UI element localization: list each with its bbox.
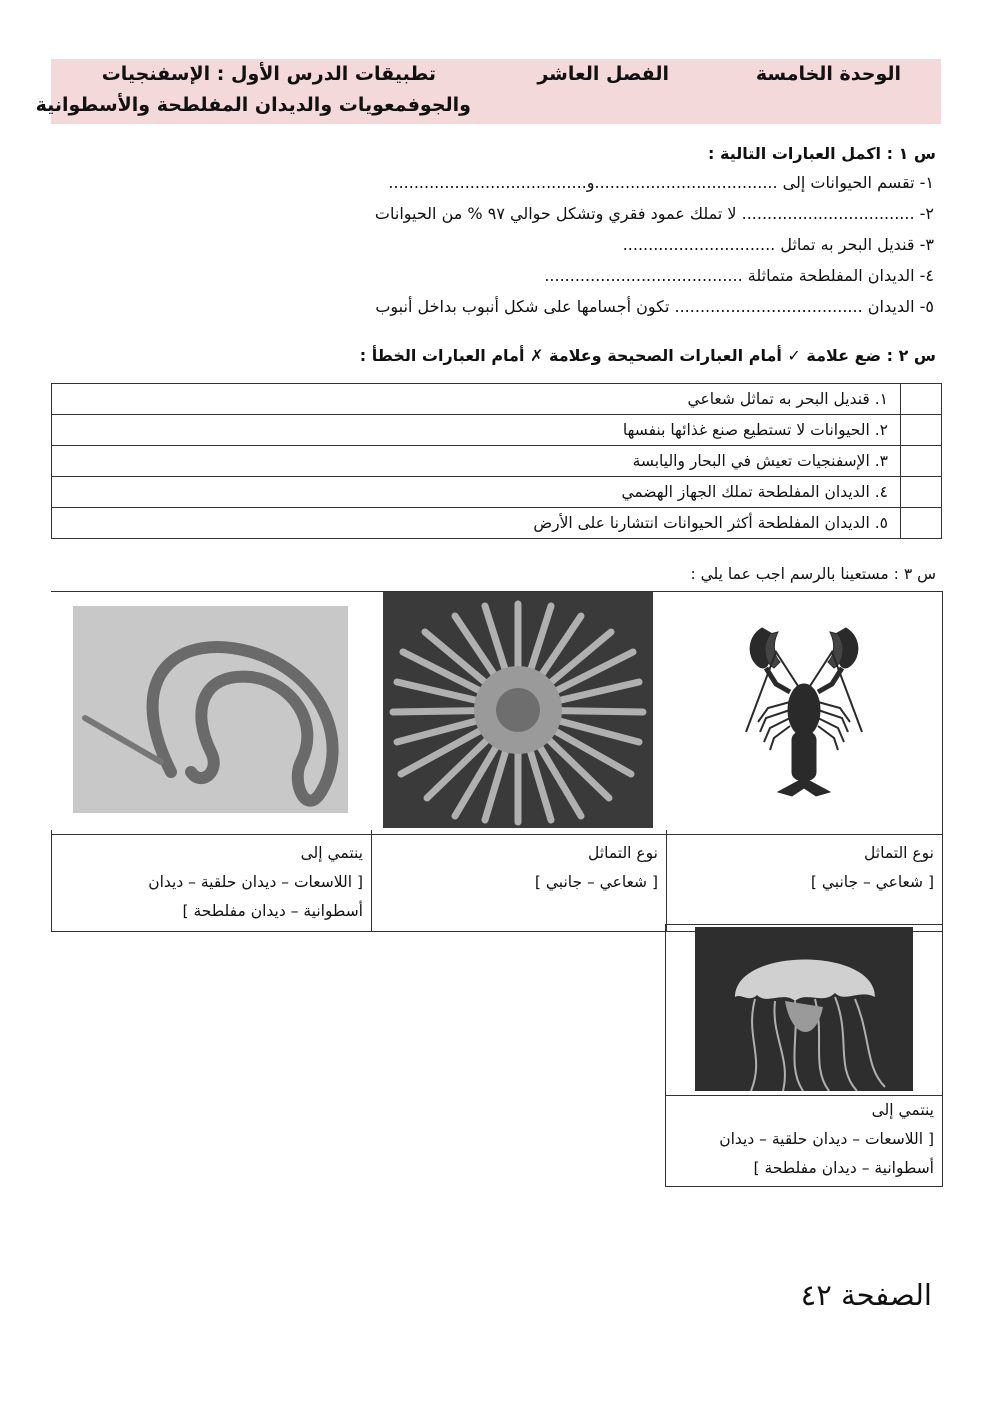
symmetry-options[interactable]: [ شعاعي – جانبي ] — [810, 873, 934, 891]
answer-cell[interactable] — [901, 477, 942, 508]
statement-cell: ٣. الإسفنجيات تعيش في البحار واليابسة — [52, 446, 901, 477]
lobster-image — [666, 592, 942, 830]
answer-cell[interactable] — [901, 415, 942, 446]
table-row — [52, 446, 942, 477]
group-prompt: ينتمي إلى — [300, 844, 363, 862]
lobster-image-cell — [667, 592, 943, 835]
q1-item-5: ٥- الديدان ..................................... تكون أجسامها على شكل أنبوب بداخل أنبوب — [375, 297, 934, 316]
q1-item-1: ١- تقسم الحيوانات إلى ....................................و....................................... — [388, 173, 934, 192]
answer-cell[interactable] — [901, 384, 942, 415]
statement-cell: ٥. الديدان المفلطحة أكثر الحيوانات انتشارنا على الأرض — [52, 508, 901, 539]
group-options[interactable]: [ اللاسعات – ديدان حلقية – ديدان — [148, 873, 363, 891]
picture-table — [51, 591, 943, 932]
q1-title: س ١ : اكمل العبارات التالية : — [708, 144, 936, 163]
lesson-title-line1: تطبيقات الدرس الأول : الإسفنجيات — [101, 63, 436, 85]
sea-anemone-image — [371, 592, 666, 830]
roundworm-image — [51, 592, 371, 830]
answer-cell[interactable] — [901, 446, 942, 477]
table-row — [52, 508, 942, 539]
true-false-table — [51, 383, 942, 539]
q1-item-3: ٣- قنديل البحر به تماثل .............................. — [622, 235, 934, 254]
sea-anemone-image-cell — [372, 592, 667, 835]
roundworm-label-cell — [52, 835, 372, 932]
q2-title: س ٢ : ضع علامة ✓ أمام العبارات الصحيحة وعلامة ✗ أمام العبارات الخطأ : — [359, 346, 936, 365]
jellyfish-box — [665, 924, 943, 1187]
group-options[interactable]: [ اللاسعات – ديدان حلقية – ديدان — [719, 1130, 934, 1148]
statement-cell: ٤. الديدان المفلطحة تملك الجهاز الهضمي — [52, 477, 901, 508]
q1-item-4: ٤- الديدان المفلطحة متماثلة ....................................... — [544, 266, 934, 285]
lesson-title-line2: والجوفمعويات والديدان المفلطحة والأسطوانية — [35, 94, 471, 116]
page-number: الصفحة ٤٢ — [800, 1278, 932, 1312]
symmetry-options[interactable]: [ شعاعي – جانبي ] — [534, 873, 658, 891]
statement-cell: ١. قنديل البحر به تماثل شعاعي — [52, 384, 901, 415]
chapter-title: الفصل العاشر — [537, 63, 669, 85]
jellyfish-label-cell — [666, 1095, 942, 1183]
jellyfish-image — [695, 927, 913, 1091]
table-row — [52, 415, 942, 446]
group-options-cont[interactable]: أسطوانية – ديدان مفلطحة ] — [182, 902, 363, 920]
symmetry-prompt: نوع التماثل — [588, 844, 658, 862]
anemone-label-cell — [372, 835, 667, 932]
q1-item-2: ٢- .................................. لا تملك عمود فقري وتشكل حوالي ٩٧ % من الحيوانات — [374, 204, 934, 223]
symmetry-prompt: نوع التماثل — [864, 844, 934, 862]
group-prompt: ينتمي إلى — [871, 1101, 934, 1119]
table-row — [52, 477, 942, 508]
table-row — [52, 384, 942, 415]
q3-title: س ٣ : مستعينا بالرسم اجب عما يلي : — [690, 565, 936, 583]
group-options-cont[interactable]: أسطوانية – ديدان مفلطحة ] — [753, 1159, 934, 1177]
statement-cell: ٢. الحيوانات لا تستطيع صنع غذائها بنفسها — [52, 415, 901, 446]
roundworm-image-cell — [52, 592, 372, 835]
lobster-label-cell — [667, 835, 943, 932]
lesson-header — [35, 59, 941, 124]
unit-title: الوحدة الخامسة — [755, 63, 901, 85]
answer-cell[interactable] — [901, 508, 942, 539]
